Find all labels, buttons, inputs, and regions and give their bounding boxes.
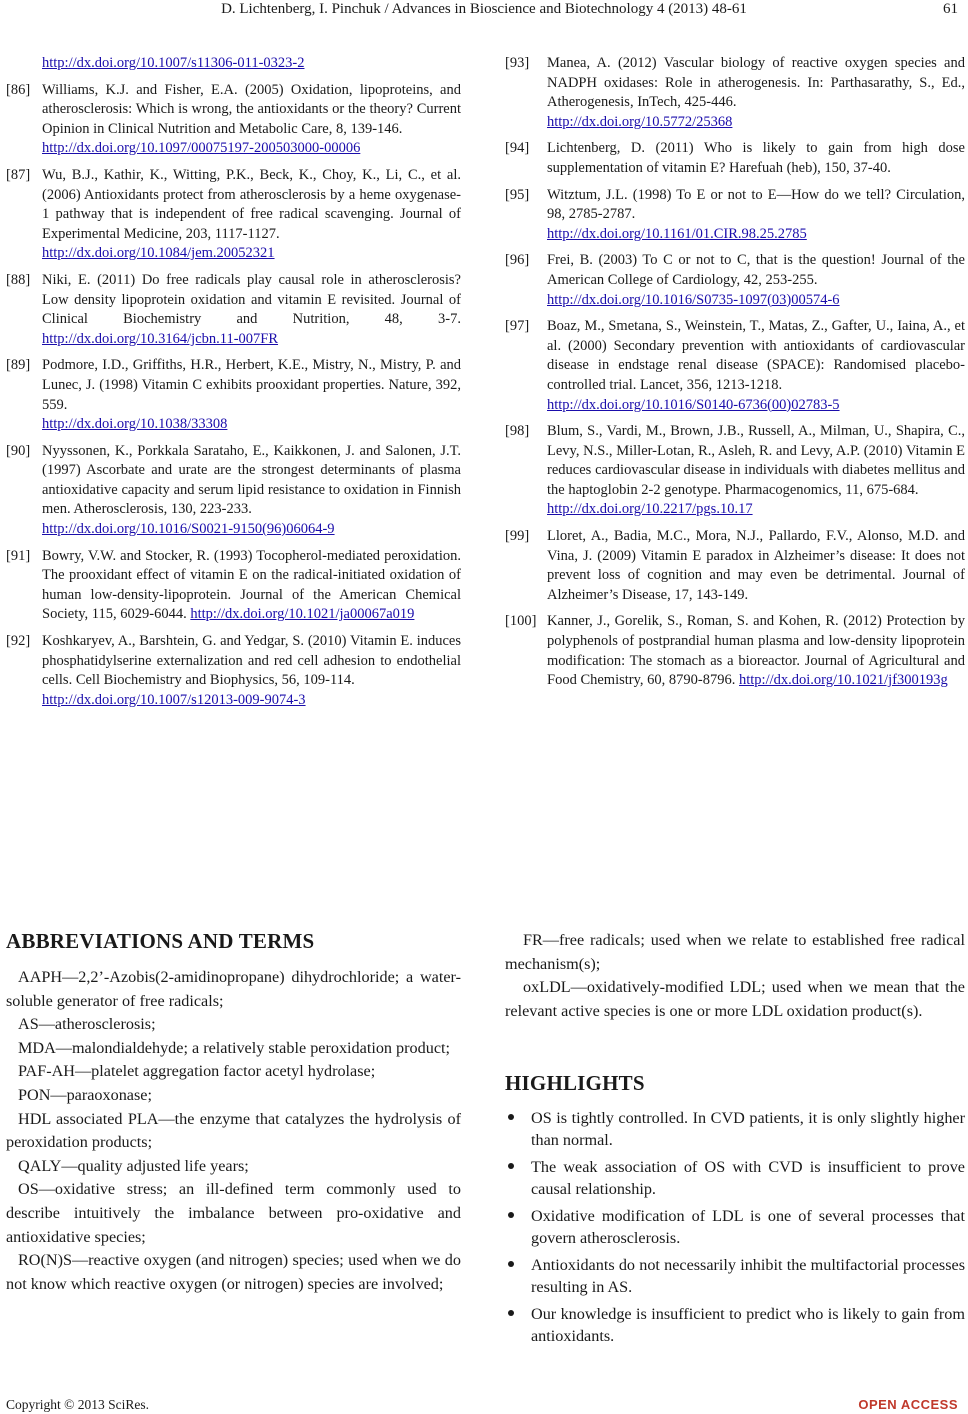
bullet-icon — [508, 1163, 514, 1169]
highlight-text: The weak association of OS with CVD is insufficient to prove causal relationship. — [531, 1158, 965, 1198]
reference-text: Blum, S., Vardi, M., Brown, J.B., Russell, A., Milman, U., Shapira, C., Levy, N.S., Miller-Lotan, R., Asleh, R. and Levy, A.P. (2010) Vitamin E reduces cardiovascular disease in individuals with diabetes mellitus and the haptoglobin 2-2 genotype. Pharmacogenomics, 11, 675-684. — [547, 423, 965, 498]
reference-number: [90] — [6, 442, 31, 459]
reference-number: [86] — [6, 81, 31, 98]
reference-link[interactable]: http://dx.doi.org/10.1016/S0021-9150(96)06064-9 — [42, 521, 335, 538]
reference-text: Nyyssonen, K., Porkkala Sarataho, E., Kaikkonen, J. and Salonen, J.T. (1997) Ascorbate and urate are the strongest determinants of plasma antioxidative capacity and serum lipid resistance to oxidation in Finnish men. Atherosclerosis, 130, 223-233. — [42, 442, 461, 518]
reference-text: Lichtenberg, D. (2011) Who is likely to gain from high dose supplementation of vitamin E? Harefuah (heb), 150, 37-40. — [547, 140, 965, 176]
reference-number: [98] — [505, 423, 530, 440]
reference-link[interactable]: http://dx.doi.org/10.1007/s11306-011-0323-2 — [42, 55, 305, 71]
reference-link[interactable]: http://dx.doi.org/10.3164/jcbn.11-007FR — [42, 330, 279, 347]
running-header — [0, 0, 968, 22]
reference-text: Manea, A. (2012) Vascular biology of reactive oxygen species and NADPH oxidases: Role in atherogenesis. In: Parthasarathy, S., Ed., Atherogenesis, InTech, 425-446. — [547, 55, 965, 111]
reference-link[interactable]: http://dx.doi.org/10.5772/25368 — [547, 113, 733, 130]
bullet-icon — [508, 1310, 514, 1316]
reference-number: [93] — [505, 55, 530, 71]
abbreviation-entry: RO(N)S—reactive oxygen (and nitrogen) species; used when we do not know which reactive oxygen (or nitrogen) species are involved; — [6, 1251, 461, 1293]
reference-link[interactable]: http://dx.doi.org/10.1038/33308 — [42, 416, 228, 433]
reference-text: Frei, B. (2003) To C or not to C, that is the question! Journal of the American College of Cardiology, 42, 253-255. — [547, 252, 965, 288]
highlight-text: OS is tightly controlled. In CVD patients, it is only slightly higher than normal. — [531, 1109, 965, 1149]
reference-item — [505, 527, 965, 605]
highlight-text: Our knowledge is insufficient to predict who is likely to gain from antioxidants. — [531, 1305, 965, 1345]
abbreviation-entry: oxLDL—oxidatively-modified LDL; used when we mean that the relevant active species is one or more LDL oxidation product(s). — [505, 978, 965, 1020]
reference-text: Williams, K.J. and Fisher, E.A. (2005) Oxidation, lipoproteins, and atherosclerosis: Which is wrong, the antioxidants or the theory? Current Opinion in Clinical Nutrition and Metabolic Care, 8, 139-146. — [42, 81, 461, 137]
highlight-text: Oxidative modification of LDL is one of several processes that govern atherosclerosis. — [531, 1207, 965, 1247]
reference-list-left — [6, 54, 461, 717]
reference-link[interactable]: http://dx.doi.org/10.2217/pgs.10.17 — [547, 501, 753, 518]
reference-item — [505, 317, 965, 415]
reference-text: Bowry, V.W. and Stocker, R. (1993) Tocopherol-mediated peroxidation. The prooxidant effect of vitamin E on the radical-initiated oxidation of human low-density-lipoprotein. Journal of the American Chemical Society, 115, 6029-6044. — [42, 547, 461, 623]
abbreviation-entry: FR—free radicals; used when we relate to established free radical mechanism(s); — [505, 931, 965, 973]
reference-link[interactable]: http://dx.doi.org/10.1161/01.CIR.98.25.2785 — [547, 225, 807, 242]
reference-number: [88] — [6, 271, 31, 288]
abbreviation-entry: PON—paraoxonase; — [18, 1085, 152, 1104]
reference-link[interactable]: http://dx.doi.org/10.1007/s12013-009-9074-3 — [42, 691, 306, 708]
abbreviation-entry: PAF-AH—platelet aggregation factor acetyl hydrolase; — [18, 1062, 376, 1081]
reference-text: Kanner, J., Gorelik, S., Roman, S. and Kohen, R. (2012) Protection by polyphenols of postprandial human plasma and low-density lipoprotein modification: The stomach as a bioreactor. Journal of Agricultural and Food Chemistry, 60, 8790-8796. — [547, 613, 965, 689]
reference-number: [100] — [505, 613, 537, 630]
abbreviation-entry: AAPH—2,2’-Azobis(2-amidinopropane) dihydrochloride; a water-soluble generator of free radicals; — [6, 968, 461, 1010]
highlight-item — [505, 1156, 965, 1200]
reference-item — [6, 442, 461, 540]
abbreviations-heading: ABBREVIATIONS AND TERMS — [6, 929, 315, 953]
reference-item — [505, 186, 965, 245]
reference-item — [6, 356, 461, 434]
reference-item — [505, 139, 965, 178]
reference-number: [87] — [6, 166, 31, 183]
highlights-heading: HIGHLIGHTS — [505, 1071, 645, 1095]
reference-item — [505, 251, 965, 310]
reference-text: Lloret, A., Badia, M.C., Mora, N.J., Pallardo, F.V., Alonso, M.D. and Vina, J. (2009) Vitamin E paradox in Alzheimer’s disease: It does not prevent loss of cognition and may even be detrimental. Journal of Alzheimer’s Disease, 17, 143-149. — [547, 528, 965, 603]
highlight-text: Antioxidants do not necessarily inhibit the multifactorial processes resulting in AS. — [531, 1256, 965, 1296]
bullet-icon — [508, 1114, 514, 1120]
reference-item — [6, 81, 461, 159]
reference-link[interactable]: http://dx.doi.org/10.1016/S0735-1097(03)00574-6 — [547, 291, 840, 308]
reference-number: [99] — [505, 528, 530, 545]
reference-link[interactable]: http://dx.doi.org/10.1097/00075197-200503000-00006 — [42, 140, 361, 157]
reference-item — [505, 422, 965, 520]
reference-number: [97] — [505, 318, 530, 335]
abbreviations-list-right — [505, 929, 965, 1023]
reference-item — [6, 166, 461, 264]
reference-text: Witztum, J.L. (1998) To E or not to E—How do we tell? Circulation, 98, 2785-2787. — [547, 186, 965, 223]
reference-text: Niki, E. (2011) Do free radicals play causal role in atherosclerosis? Low density lipoprotein oxidation and vitamin E revisited. Journal of Clinical Biochemistry and Nutrition, 48, 3-7. — [42, 271, 461, 328]
reference-text: Koshkaryev, A., Barshtein, G. and Yedgar, S. (2010) Vitamin E. induces phosphatidylserine externalization and red cell adhesion to endothelial cells. Cell Biochemistry and Biophysics, 56, 109-114. — [42, 633, 461, 689]
abbreviation-entry: OS—oxidative stress; an ill-defined term commonly used to describe intuitively the imbalance between pro-oxidative and antioxidative species; — [6, 1180, 461, 1246]
page-number: 61 — [943, 1, 958, 17]
reference-item — [505, 612, 965, 690]
reference-number: [92] — [6, 633, 31, 650]
abbreviation-entry: QALY—quality adjusted life years; — [18, 1156, 249, 1175]
reference-number: [95] — [505, 186, 530, 203]
reference-number: [94] — [505, 140, 530, 157]
running-title: D. Lichtenberg, I. Pinchuk / Advances in Bioscience and Biotechnology 4 (2013) 48-61 — [221, 1, 747, 17]
reference-number: [89] — [6, 357, 31, 374]
reference-link[interactable]: http://dx.doi.org/10.1084/jem.20052321 — [42, 245, 275, 262]
abbreviation-entry: AS—atherosclerosis; — [18, 1015, 156, 1034]
open-access-label: OPEN ACCESS — [858, 1397, 958, 1412]
reference-item — [6, 547, 461, 625]
highlight-item — [505, 1107, 965, 1151]
reference-text: Wu, B.J., Kathir, K., Witting, P.K., Beck, K., Choy, K., Li, C., et al. (2006) Antioxidants protect from atherosclerosis by a heme oxygenase-1 pathway that is independent of free radical scavenging. Journal of Experimental Medicine, 203, 1117-1127. — [42, 166, 461, 242]
reference-number: [96] — [505, 252, 530, 269]
reference-list-right — [505, 54, 965, 698]
reference-link[interactable]: http://dx.doi.org/10.1021/jf300193g — [739, 672, 948, 689]
reference-item — [6, 271, 461, 349]
abbreviations-list-left — [6, 966, 461, 1296]
abbreviation-entry: MDA—malondialdehyde; a relatively stable peroxidation product; — [18, 1038, 450, 1057]
abbreviation-entry: HDL associated PLA—the enzyme that catalyzes the hydrolysis of peroxidation products; — [6, 1109, 461, 1152]
reference-item — [505, 54, 965, 132]
highlights-list — [505, 1107, 965, 1352]
highlight-item — [505, 1205, 965, 1249]
reference-link[interactable]: http://dx.doi.org/10.1021/ja00067a019 — [190, 606, 415, 623]
copyright-notice: Copyright © 2013 SciRes. — [6, 1397, 150, 1412]
reference-item — [6, 632, 461, 710]
reference-text: Boaz, M., Smetana, S., Weinstein, T., Matas, Z., Gafter, U., Iaina, A., et al. (2000) Secondary prevention with antioxidants of cardiovascular disease in endstage renal disease (SPACE): Randomised placebo-controlled trial. Lancet, 356, 1213-1218. — [547, 318, 965, 393]
highlight-item — [505, 1254, 965, 1298]
bullet-icon — [508, 1261, 514, 1267]
reference-number: [91] — [6, 547, 31, 564]
reference-text: Podmore, I.D., Griffiths, H.R., Herbert, K.E., Mistry, N., Mistry, P. and Lunec, J. (1998) Vitamin C exhibits prooxidant properties. Nature, 392, 559. — [42, 357, 461, 413]
highlight-item — [505, 1303, 965, 1347]
bullet-icon — [508, 1212, 514, 1218]
reference-continuation — [6, 54, 461, 74]
reference-link[interactable]: http://dx.doi.org/10.1016/S0140-6736(00)02783-5 — [547, 396, 840, 413]
